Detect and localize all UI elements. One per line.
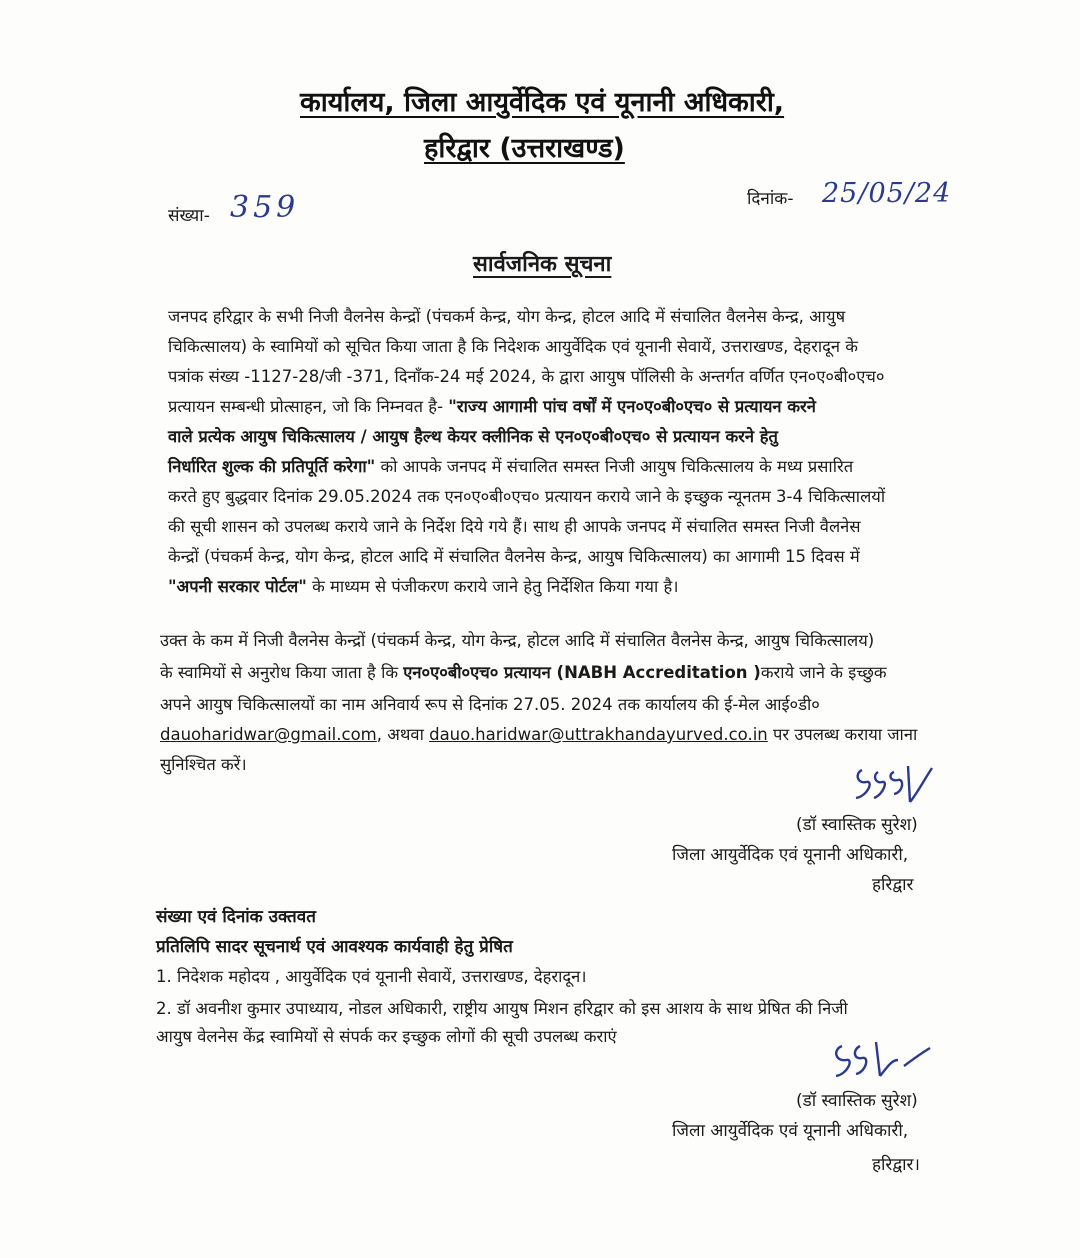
para2-line2 (160, 660, 887, 683)
copy-item-2-line1: 2. डॉ अवनीश कुमार उपाध्याय, नोडल अधिकारी, राष्ट्रीय आयुष मिशन हरिद्वार को इस आशय के साथ प्रेषित की निजी (156, 999, 848, 1018)
signature-2-image (826, 1036, 936, 1092)
copy-heading: प्रतिलिपि सादर सूचनार्थ एवं आवश्यक कार्यवाही हेतु प्रेषित (156, 937, 513, 957)
para1-line9: केन्द्रों (पंचकर्म केन्द्र, योग केन्द्र, होटल आदि में संचालित वैलनेस केन्द्र, आयुष चिकित्सालय) का आगामी 15 दिवस में (168, 547, 860, 566)
signatory-1-name: (डॉ स्वास्तिक सुरेश) (796, 815, 918, 835)
signatory-2-place: हरिद्वार। (872, 1155, 920, 1175)
para2-line1: उक्त के कम में निजी वैलनेस केन्द्रों (पंचकर्म केन्द्र, योग केन्द्र, होटल आदि में संचालित वैलनेस केन्द्र, आयुष चिकित्सालय) (160, 631, 875, 650)
reference-label: संख्या- (168, 206, 210, 226)
notice-title: सार्वजनिक सूचना (473, 252, 612, 277)
para2-line5: सुनिश्चित करें। (160, 755, 247, 774)
para1-line5: वाले प्रत्येक आयुष चिकित्सालय / आयुष हैल्थ केयर क्लीनिक से एन०ए०बी०एच० से प्रत्यायन करने हेतु (168, 427, 778, 446)
para2-line4-end: पर उपलब्ध कराया जाना (767, 725, 918, 744)
para1-line6-text: को आपके जनपद में संचालित समस्त निजी आयुष चिकित्सालय के मध्य प्रसारित (375, 457, 854, 476)
signatory-2-designation: जिला आयुर्वेदिक एवं यूनानी अधिकारी, (672, 1121, 909, 1141)
email-separator: , अथवा (376, 725, 430, 744)
email-link-2[interactable]: dauo.haridwar@uttrakhandayurved.co.in (429, 725, 768, 744)
office-title-line2: हरिद्वार (उत्तराखण्ड) (424, 133, 625, 164)
copy-item-1: 1. निदेशक महोदय , आयुर्वेदिक एवं यूनानी सेवायें, उत्तराखण्ड, देहरादून। (156, 967, 587, 986)
para2-line2-text: के स्वामियों से अनुरोध किया जाता है कि (160, 663, 404, 682)
para1-line10-bold: "अपनी सरकार पोर्टल" (168, 577, 307, 596)
para1-line10-text: के माध्यम से पंजीकरण कराये जाने हेतु निर्देशित किया गया है। (306, 577, 679, 596)
para1-line6-bold: निर्धारित शुल्क की प्रतिपूर्ति करेगा" (168, 457, 376, 476)
reference-number: 359 (230, 190, 300, 225)
signatory-2-name: (डॉ स्वास्तिक सुरेश) (796, 1091, 918, 1111)
para1-line4 (168, 394, 816, 417)
para1-line3: पत्रांक संख्य -1127-28/जी -371, दिनाँक-24 मई 2024, के द्वारा आयुष पॉलिसी के अन्तर्गत वर्णित एन०ए०बी०एच० (168, 367, 885, 386)
para1-line10 (168, 574, 679, 597)
para2-line2-end: कराये जाने के इच्छुक (760, 663, 887, 682)
para2-line3: अपने आयुष चिकित्सालयों का नाम अनिवार्य रूप से दिनांक 27.05. 2024 तक कार्यालय की ई-मेल आई०डी० (160, 695, 820, 714)
para1-line2: चिकित्सालय) के स्वामियों को सूचित किया जाता है कि निदेशक आयुर्वेदिक एवं यूनानी सेवायें, उत्तराखण्ड, देहरादून के (168, 337, 858, 356)
email-link-1[interactable]: dauoharidwar@gmail.com (160, 725, 377, 744)
date-value: 25/05/24 (822, 178, 952, 209)
signatory-1-place: हरिद्वार (872, 875, 914, 895)
copy-reference-line: संख्या एवं दिनांक उक्तवत (156, 907, 316, 927)
date-label: दिनांक- (747, 189, 794, 209)
office-title-line1: कार्यालय, जिला आयुर्वेदिक एवं यूनानी अधिकारी, (300, 87, 785, 118)
para1-line1: जनपद हरिद्वार के सभी निजी वैलनेस केन्द्रों (पंचकर्म केन्द्र, योग केन्द्र, होटल आदि में संचालित वैलनेस केन्द्र, आयुष (168, 307, 846, 326)
para1-line4-bold: "राज्य आगामी पांच वर्षों में एन०ए०बी०एच० से प्रत्यायन करने (448, 397, 816, 416)
signature-1-image (848, 758, 938, 818)
para1-line8: की सूची शासन को उपलब्ध कराये जाने के निर्देश दिये गये हैं। साथ ही आपके जनपद में संचालित समस्त निजी वैलनेस (168, 517, 861, 536)
nabh-bold: एन०ए०बी०एच० प्रत्यायन (NABH Accreditation ) (403, 663, 761, 682)
para1-line6 (168, 454, 853, 477)
para1-line4-text: प्रत्यायन सम्बन्धी प्रोत्साहन, जो कि निम्नवत है- (168, 397, 449, 416)
para2-line4 (160, 722, 917, 745)
para1-line7: करते हुए बुद्धवार दिनांक 29.05.2024 तक एन०ए०बी०एच० प्रत्यायन कराये जाने के इच्छुक न्यूनतम 3-4 चिकित्सालयों (168, 487, 886, 506)
copy-item-2-line2: आयुष वेलनेस केंद्र स्वामियों से संपर्क कर इच्छुक लोगों की सूची उपलब्ध कराएं (156, 1027, 617, 1046)
signatory-1-designation: जिला आयुर्वेदिक एवं यूनानी अधिकारी, (672, 845, 909, 865)
